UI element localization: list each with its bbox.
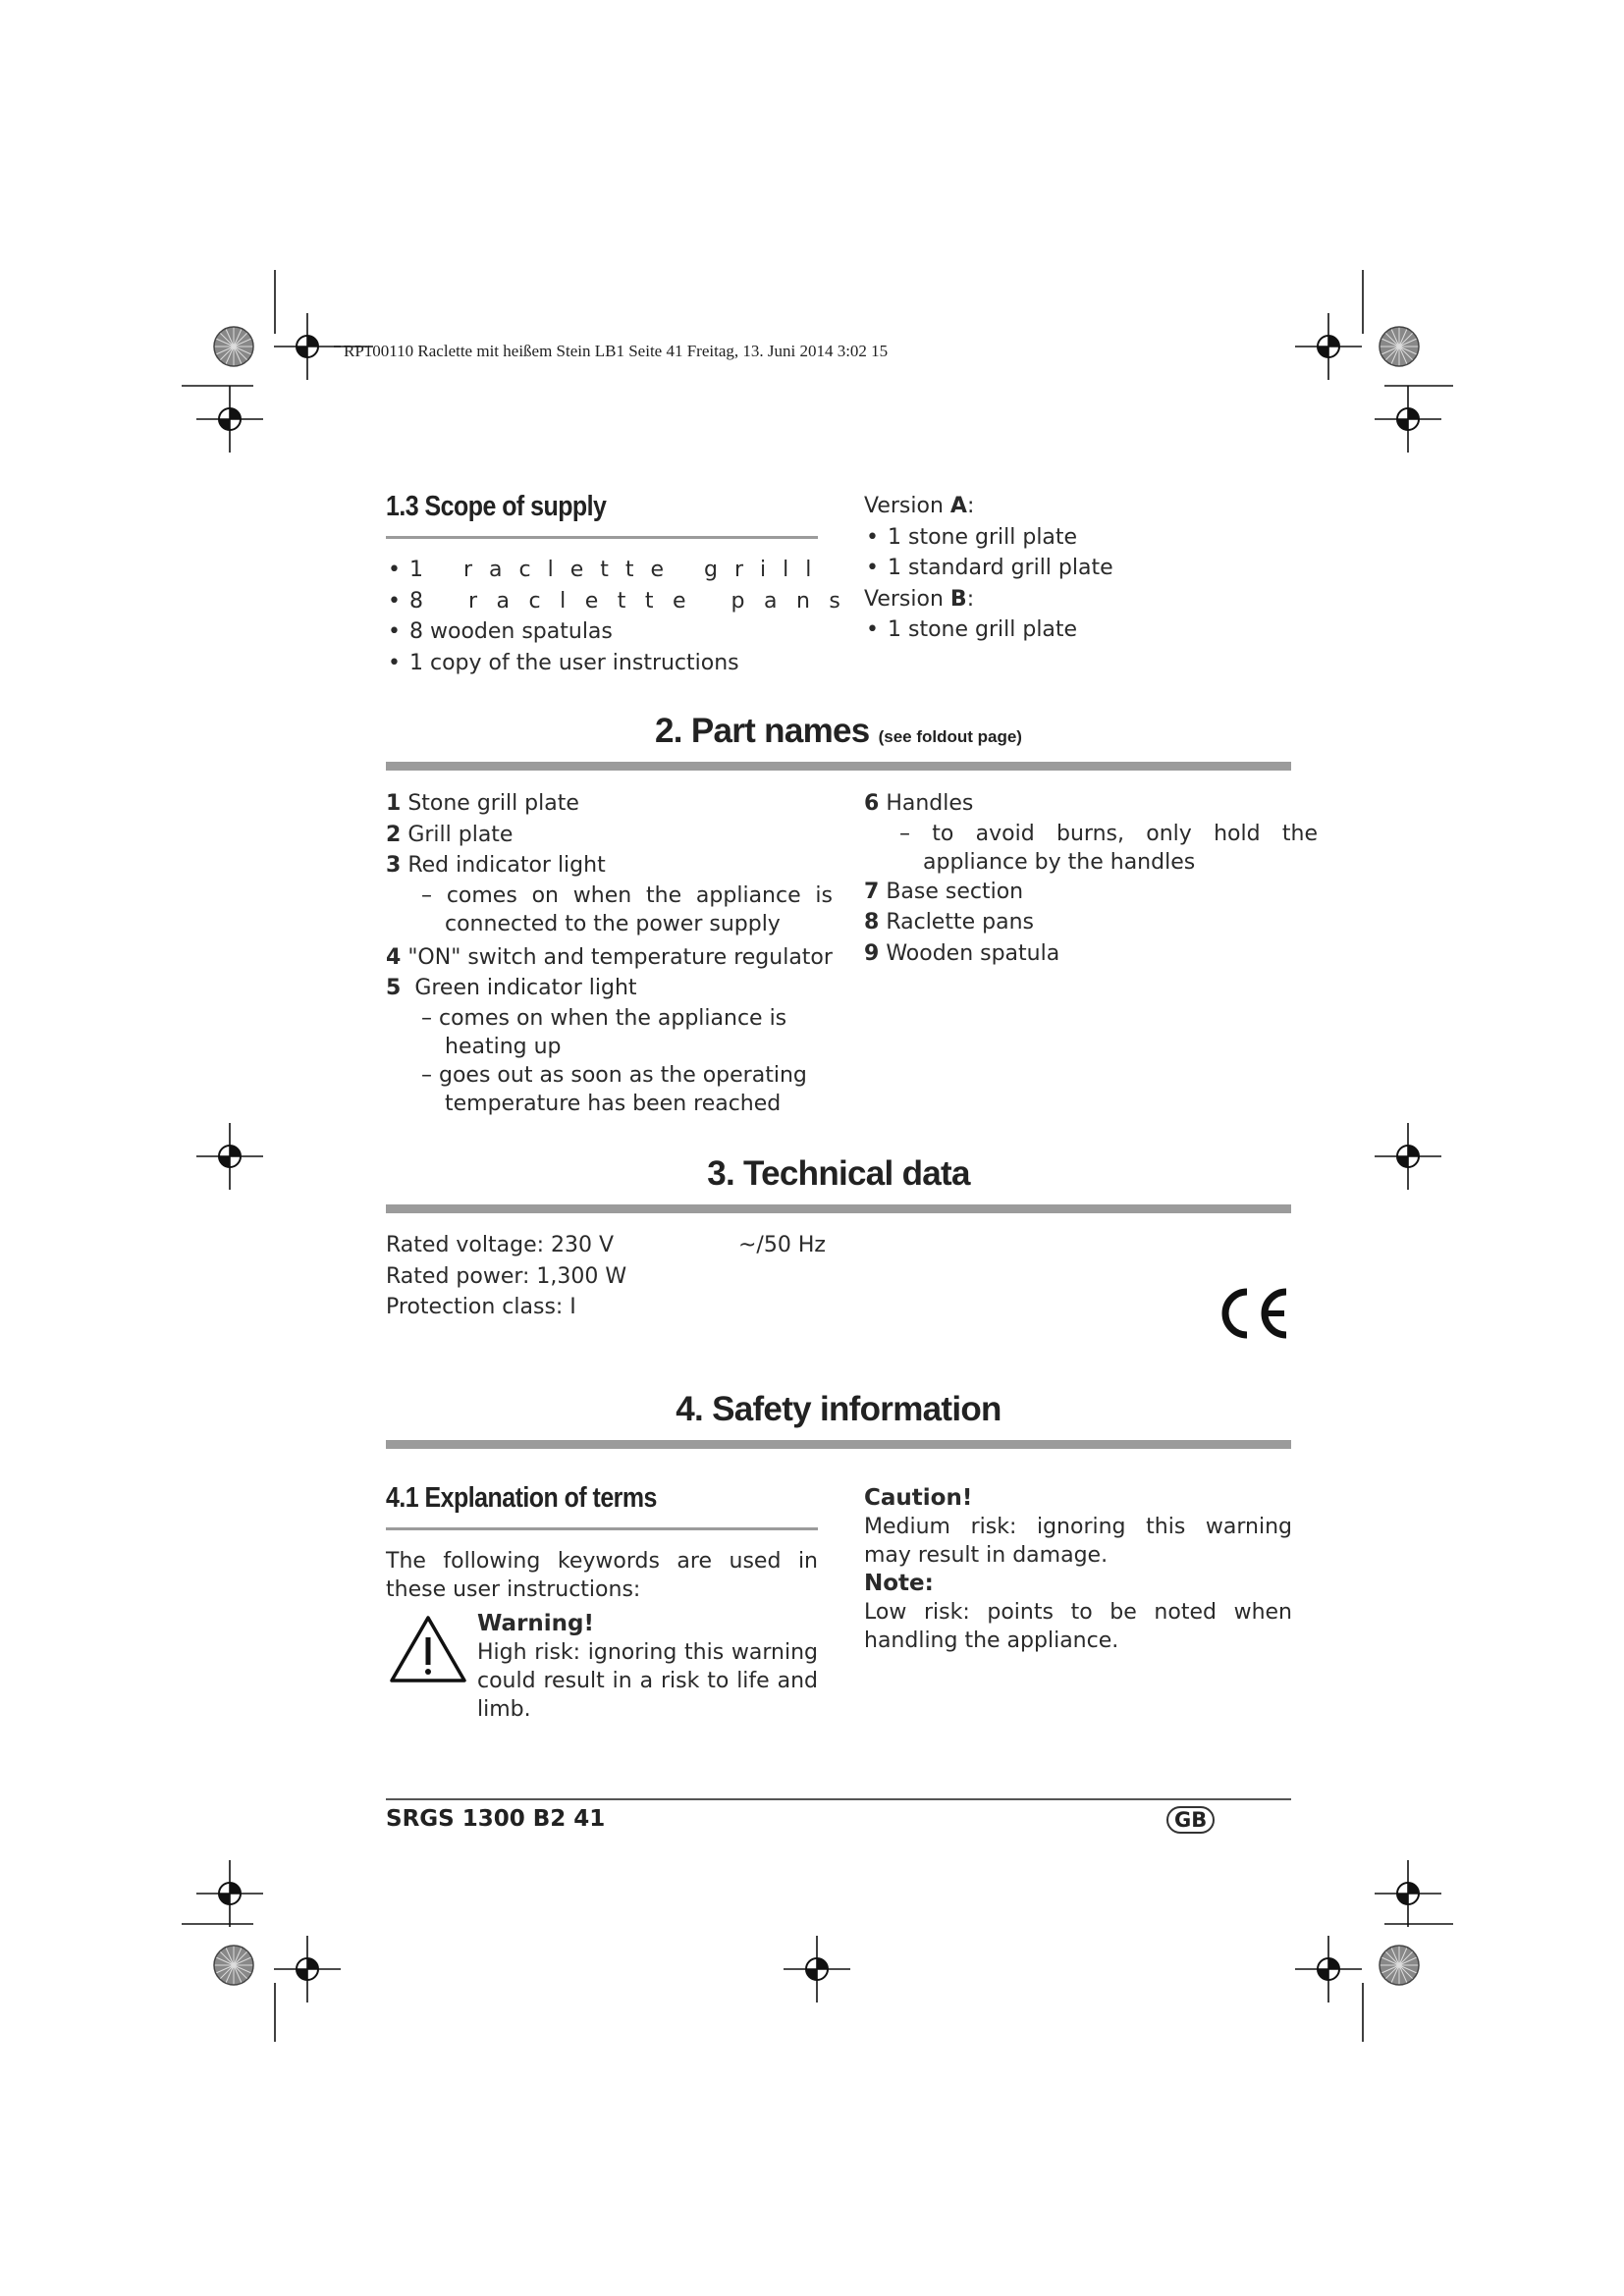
safety-heading: 4. Safety information <box>676 1390 1001 1428</box>
part-names-right-list <box>864 788 1318 969</box>
terms-heading: 4.1 Explanation of terms <box>386 1482 657 1514</box>
note-label: Note: <box>864 1571 934 1596</box>
safety-rule <box>386 1440 1291 1449</box>
version-b-heading: Version B: <box>864 586 975 612</box>
technical-data-rule <box>386 1204 1291 1213</box>
caution-label: Caution! <box>864 1485 973 1511</box>
caution-note-block <box>864 1484 1292 1655</box>
rated-voltage: Rated voltage: 230 V <box>386 1233 615 1257</box>
scope-heading-rule <box>386 536 818 539</box>
list-item: • 8 raclette pans <box>386 586 818 617</box>
terms-heading-rule <box>386 1527 818 1530</box>
ce-mark-icon <box>1218 1284 1292 1343</box>
note-text: Low risk: points to be noted when handling the appliance. <box>864 1600 1292 1653</box>
list-item: 1 Stone grill plate <box>386 791 579 816</box>
star-mark-bottom-left <box>214 1946 253 1985</box>
footer-page-code: SRGS 1300 B2 41 <box>386 1806 606 1832</box>
part-names-rule <box>386 762 1291 771</box>
footer-rule <box>386 1798 1291 1800</box>
list-item: 3 Red indicator light <box>386 853 606 878</box>
caution-text: Medium risk: ignoring this warning may result in damage. <box>864 1515 1292 1568</box>
warning-label: Warning! <box>477 1611 594 1636</box>
scope-items-list <box>386 555 860 678</box>
star-mark-top-right <box>1380 327 1419 366</box>
list-item: 7 Base section <box>864 879 1024 904</box>
part-names-left-list <box>386 788 833 1118</box>
scope-versions <box>864 491 1296 646</box>
list-item: • 1 standard grill plate <box>864 553 1296 584</box>
warning-block <box>477 1610 818 1724</box>
list-item: 2 Grill plate <box>386 822 514 847</box>
list-subitem: – goes out as soon as the operating temperature has been reached <box>421 1062 807 1116</box>
warning-triangle-icon <box>389 1614 467 1684</box>
list-item: 5 Green indicator light <box>386 976 637 1000</box>
list-subitem: – comes on when the appliance is connected to the power supply <box>421 882 833 936</box>
star-mark-top-left <box>214 327 253 366</box>
list-subitem: – to avoid burns, only hold the appliance by the handles <box>899 821 1318 875</box>
protection-class: Protection class: I <box>386 1295 576 1319</box>
list-item: • 1 copy of the user instructions <box>386 648 818 679</box>
scope-heading: 1.3 Scope of supply <box>386 491 607 522</box>
list-item: 4 "ON" switch and temperature regulator <box>386 944 833 970</box>
list-subitem: – comes on when the appliance is heating up <box>421 1005 787 1059</box>
technical-data-heading: 3. Technical data <box>707 1154 970 1193</box>
language-badge: GB <box>1166 1806 1215 1834</box>
ce-mark <box>1218 1284 1292 1343</box>
warning-text: High risk: ignoring this warning could result in a risk to life and limb. <box>477 1640 818 1722</box>
list-item: • 1 stone grill plate <box>864 614 1296 646</box>
terms-intro: The following keywords are used in these user instructions: <box>386 1549 818 1602</box>
printer-slug-line: RP100110 Raclette mit heißem Stein LB1 Seite 41 Freitag, 13. Juni 2014 3:02 15 <box>344 342 889 360</box>
star-mark-bottom-right <box>1380 1946 1419 1985</box>
part-names-heading: 2. Part names (see foldout page) <box>655 712 1022 750</box>
list-item: 6 Handles <box>864 791 974 816</box>
list-item: 8 Raclette pans <box>864 910 1034 934</box>
rated-power: Rated power: 1,300 W <box>386 1263 627 1289</box>
rated-frequency: ~/50 Hz <box>738 1233 826 1257</box>
list-item: • 1 stone grill plate <box>864 522 1296 554</box>
list-item: 9 Wooden spatula <box>864 940 1060 966</box>
list-item: • 1 raclette grill <box>386 555 818 586</box>
version-a-heading: Version A: <box>864 494 975 518</box>
list-item: • 8 wooden spatulas <box>386 616 818 648</box>
